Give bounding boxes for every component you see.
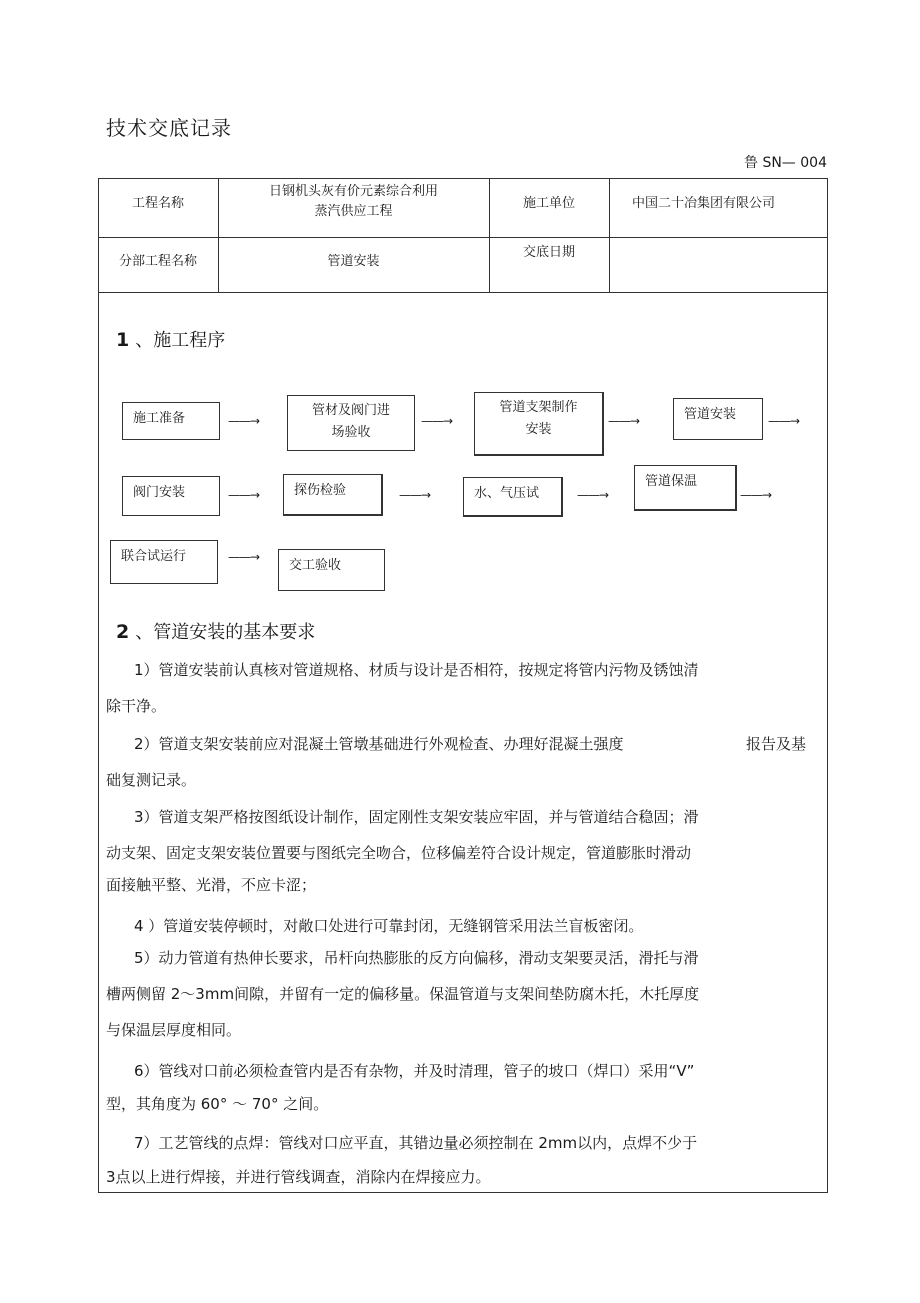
row-divider [98, 237, 828, 238]
flow-arrow: ——→ [421, 414, 453, 428]
flow-step-6: 探伤检验 [283, 474, 383, 516]
requirement-5-line1: 5）动力管道有热伸长要求，吊杆向热膨胀的反方向偏移，滑动支架要灵活，滑托与滑 [134, 949, 699, 967]
section1-heading [116, 326, 225, 352]
flow-arrow: ——→ [228, 414, 260, 428]
project-name-line1: 日钢机头灰有价元素综合利用 [268, 184, 438, 199]
section1-title: 、施工程序 [135, 330, 226, 351]
flow-step-2 [287, 395, 415, 451]
flow-step-5: 阀门安装 [122, 476, 220, 516]
flow-step-3 [474, 392, 604, 456]
requirement-6-line1: 6）管线对口前必须检查管内是否有杂物，并及时清理，管子的坡口（焊口）采用“V” [134, 1062, 695, 1080]
flow-arrow: ——→ [399, 488, 431, 502]
flow-arrow: ——→ [608, 414, 640, 428]
section2-title: 、管道安装的基本要求 [135, 622, 316, 643]
flow-step-3-line1: 管道支架制作 [499, 400, 578, 415]
requirement-2-line2: 础复测记录。 [106, 771, 197, 789]
flow-step-8: 管道保温 [634, 465, 737, 511]
requirement-3-line1: 3）管道支架严格按图纸设计制作，固定刚性支架安装应牢固，并与管道结合稳固；滑 [134, 808, 699, 826]
flow-arrow: ——→ [740, 488, 772, 502]
requirement-2-line1b: 报告及基 [746, 735, 807, 753]
requirement-3-line3: 面接触平整、光滑，不应卡涩； [106, 876, 317, 894]
sub-project-label: 分部工程名称 [118, 254, 197, 269]
contractor-label: 施工单位 [522, 196, 575, 211]
requirement-7-line2: 3点以上进行焊接，并进行管线调查，消除内在焊接应力。 [106, 1168, 491, 1186]
project-name-label: 工程名称 [131, 196, 184, 211]
section2-number: 2 [116, 621, 130, 643]
project-name-line2: 蒸汽供应工程 [314, 204, 393, 219]
flow-step-4: 管道安装 [673, 398, 763, 440]
section2-heading [116, 618, 315, 644]
project-name-value [218, 182, 489, 222]
requirement-3-line2: 动支架、固定支架安装位置要与图纸完全吻合，位移偏差符合设计规定，管道膨胀时滑动 [106, 844, 692, 862]
requirement-7-line1: 7）工艺管线的点焊：管线对口应平直，其错边量必须控制在 2mm以内，点焊不少于 [134, 1134, 698, 1152]
document-title: 技术交底记录 [106, 116, 232, 140]
requirement-4-line1: 4 ）管道安装停顿时，对敞口处进行可靠封闭，无缝钢管采用法兰盲板密闭。 [134, 917, 644, 935]
flow-arrow: ——→ [577, 488, 609, 502]
row-divider [98, 292, 828, 293]
flow-step-9: 联合试运行 [110, 540, 218, 584]
requirement-1-line2: 除干净。 [106, 697, 167, 715]
flow-step-1: 施工准备 [122, 402, 220, 440]
document-code: 鲁 SN— 004 [744, 155, 827, 171]
requirement-6-line2: 型，其角度为 60° ～ 70° 之间。 [106, 1095, 329, 1113]
flow-step-7: 水、气压试 [463, 477, 563, 517]
requirement-2-line1a: 2）管道支架安装前应对混凝土管墩基础进行外观检查、办理好混凝土强度 [134, 735, 624, 753]
flow-step-10: 交工验收 [278, 549, 385, 591]
contractor-value: 中国二十冶集团有限公司 [632, 196, 776, 211]
sub-project-value: 管道安装 [327, 254, 380, 269]
flow-step-2-line1: 管材及阀门进 [311, 403, 390, 418]
date-label: 交底日期 [522, 245, 575, 260]
col-divider [609, 178, 610, 292]
flow-step-3-line2: 安装 [525, 422, 552, 437]
requirement-5-line2: 槽两侧留 2～3mm间隙，并留有一定的偏移量。保温管道与支架间垫防腐木托，木托厚度 [106, 985, 700, 1003]
requirement-5-line3: 与保温层厚度相同。 [106, 1021, 242, 1039]
flow-arrow: ——→ [228, 488, 260, 502]
requirement-1-line1: 1）管道安装前认真核对管道规格、材质与设计是否相符，按规定将管内污物及锈蚀清 [134, 661, 699, 679]
flow-arrow: ——→ [228, 550, 260, 564]
section1-number: 1 [116, 329, 130, 351]
flow-arrow: ——→ [768, 414, 800, 428]
flow-step-2-line2: 场验收 [331, 425, 371, 440]
